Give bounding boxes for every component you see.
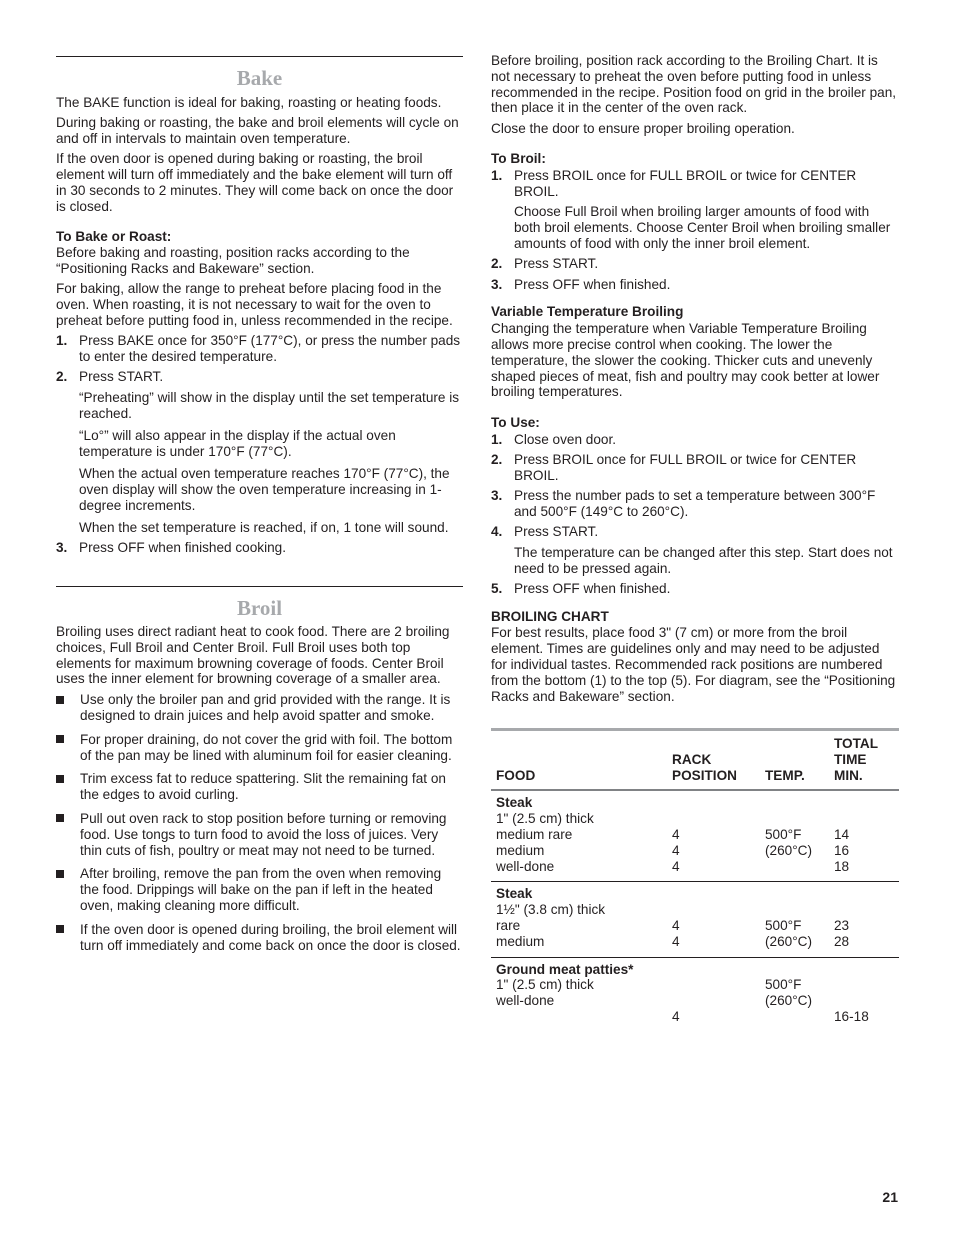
step-number: 3.: [491, 488, 503, 504]
col-header-time: TOTAL TIME MIN.: [834, 736, 879, 783]
bake-roast-para-2: For baking, allow the range to preheat before placing food in the oven. When roasting, it is not necessary to wait for the oven to preheat before putting food in, unless recommended in the recipe.: [56, 281, 453, 329]
broil-close-door-para: Close the door to ensure proper broiling operation.: [491, 120, 795, 136]
step-text: Press START.: [514, 524, 599, 540]
bullet-square-icon: [56, 814, 64, 822]
broil-section: [56, 596, 463, 961]
bake-roast-heading: To Bake or Roast:: [56, 228, 172, 244]
broil-bullet: [56, 811, 463, 858]
step-text: Press START.: [514, 256, 599, 272]
table-row: [491, 790, 899, 881]
table-row: [491, 882, 899, 957]
bake-intro-1: The BAKE function is ideal for baking, roasting or heating foods.: [56, 95, 442, 110]
bullet-square-icon: [56, 925, 64, 933]
bullet-text: Pull out oven rack to stop position before turning or removing food. Use tongs to turn food to avoid the loss of juices. Very thin cuts of fish, poultry or meat may not need to be turned.: [80, 810, 447, 858]
bake-steps: [56, 333, 463, 556]
col-header-food: FOOD: [496, 767, 536, 783]
broiling-chart-heading: BROILING CHART: [491, 608, 609, 624]
cell-time: 16-18: [834, 1008, 869, 1024]
page-number: 21: [882, 1189, 898, 1205]
step-text: Press the number pads to set a temperature between 300°F and 500°F (149°C to 260°C).: [514, 488, 876, 520]
cell-food: [491, 790, 667, 881]
step-note: Choose Full Broil when broiling larger amounts of food with both broil elements. Choose Center Broil when broiling smaller amounts of food with only the inner broil element.: [514, 204, 891, 251]
bullet-text: Trim excess fat to reduce spattering. Slit the remaining fat on the edges to avoid curling.: [80, 771, 446, 803]
to-use-step: [491, 524, 899, 576]
step-number: 1.: [491, 168, 503, 184]
top-rule: [56, 56, 463, 57]
cell-temp: 500°F (260°C): [765, 826, 812, 858]
step-text: Press OFF when finished cooking.: [79, 540, 287, 556]
step-text: Press BAKE once for 350°F (177°C), or press the number pads to enter the desired temperature.: [79, 333, 461, 365]
cell-rack: 4: [672, 1008, 680, 1024]
cell-temp: 500°F (260°C): [765, 917, 812, 949]
step-number: 1.: [491, 431, 503, 447]
cell-food: [491, 882, 667, 957]
cell-temp: 500°F (260°C): [765, 977, 812, 1009]
food-details: 1" (2.5 cm) thick medium rare medium well-done: [496, 811, 594, 874]
to-broil-step: [491, 168, 899, 251]
col-header-rack: RACK POSITION: [672, 751, 737, 783]
step-text: Press OFF when finished.: [514, 276, 671, 292]
broiling-chart-table: [491, 728, 899, 1032]
step-number: 1.: [56, 333, 68, 349]
step-number: 2.: [491, 452, 503, 468]
broil-bullet: [56, 732, 463, 764]
step-number: 4.: [491, 524, 503, 540]
step-number: 3.: [491, 276, 503, 292]
step-number: 2.: [491, 256, 503, 272]
broil-rule: [56, 586, 463, 587]
cell-time: 23 28: [834, 917, 850, 949]
step-note: When the actual oven temperature reaches 170°F (77°C), the oven display will show the oven temperature increasing in 1-degree increments.: [79, 465, 450, 513]
step-text: Press START.: [79, 369, 164, 385]
step-number: 2.: [56, 369, 68, 385]
table-header-row: [491, 730, 899, 791]
broiling-chart-intro: For best results, place food 3" (7 cm) or more from the broil element. Times are guidelines only and may need to be adjusted for individual tastes. Recommended rack positions are numbered from the bottom (1) to the top (5). For diagram, see the “Positioning Racks and Bakeware” section.: [491, 625, 896, 704]
step-text: Close oven door.: [514, 431, 617, 447]
to-use-step: [491, 581, 899, 597]
bullet-text: After broiling, remove the pan from the oven when removing the food. Drippings will bake on the pan if left in the heated oven, making cleaning more difficult.: [80, 866, 442, 913]
bullet-text: If the oven door is opened during broiling, the broil element will turn off immediately and come back on once the door is closed.: [80, 921, 461, 953]
step-note: When the set temperature is reached, if on, 1 tone will sound.: [79, 519, 449, 535]
step-note: “Lo°” will also appear in the display if the actual oven temperature is under 170°F (77°C).: [79, 427, 396, 459]
table-row: [491, 957, 899, 1032]
broil-bullet: [56, 692, 463, 724]
bullet-square-icon: [56, 775, 64, 783]
bake-intro-3: If the oven door is opened during baking or roasting, the broil element will turn off immediately and the bake element will turn off in 30 seconds to 2 minutes. They will come back on once the door is closed.: [56, 151, 454, 214]
food-name: Steak: [496, 886, 533, 902]
broil-intro: Broiling uses direct radiant heat to cook food. There are 2 broiling choices, Full Broil and Center Broil. Full Broil uses both top elements for maximum browning coverage of foods. Center Broil uses the inner element for browning coverage of a smaller area.: [56, 624, 450, 687]
to-broil-heading: To Broil:: [491, 151, 546, 167]
to-broil-step: [491, 256, 899, 272]
cell-food: [491, 957, 667, 1032]
step-note: The temperature can be changed after this step. Start does not need to be pressed again.: [514, 544, 893, 576]
bake-step: [56, 333, 463, 365]
to-use-step: [491, 452, 899, 484]
broil-bullets: [56, 692, 463, 953]
variable-temp-heading: Variable Temperature Broiling: [491, 304, 684, 320]
bullet-text: Use only the broiler pan and grid provided with the range. It is designed to drain juices and help avoid spatter and smoke.: [80, 692, 451, 723]
broil-title: Broil: [236, 596, 283, 620]
to-broil-steps: [491, 168, 899, 292]
variable-temp-text: Changing the temperature when Variable Temperature Broiling allows more precise control when cooking. The lower the temperature, the slower the cooking. Thicker cuts and unevenly shaped pieces of meat, fish and poultry may cook better at lower broiling temperatures.: [491, 321, 880, 400]
cell-rack: 4 4 4: [672, 826, 680, 874]
to-use-step: [491, 432, 899, 448]
step-note: “Preheating” will show in the display until the set temperature is reached.: [79, 389, 460, 421]
food-details: 1½" (3.8 cm) thick rare medium: [496, 902, 606, 949]
step-number: 3.: [56, 540, 68, 556]
to-broil-step: [491, 277, 899, 293]
step-number: 5.: [491, 580, 503, 596]
food-details: 1" (2.5 cm) thick well-done: [496, 977, 594, 1009]
bake-intro-2: During baking or roasting, the bake and broil elements will cycle on and off in intervals to maintain oven temperature.: [56, 115, 459, 147]
col-header-temp: TEMP.: [765, 767, 805, 783]
to-use-heading: To Use:: [491, 415, 540, 431]
bake-step: [56, 540, 463, 556]
bullet-square-icon: [56, 735, 64, 743]
broil-bullet: [56, 771, 463, 803]
bake-title: Bake: [236, 66, 283, 90]
bake-roast-para-1: Before baking and roasting, position racks according to the “Positioning Racks and Bakeware” section.: [56, 245, 410, 277]
food-name: Ground meat patties*: [496, 961, 634, 977]
broil-position-para: Before broiling, position rack according to the Broiling Chart. It is not necessary to preheat the oven before putting food in unless recommended in the recipe. Position food on grid in the broiler pan, then place it in the center of the oven rack.: [491, 53, 897, 116]
to-use-step: [491, 488, 899, 520]
cell-time: 14 16 18: [834, 826, 850, 874]
to-use-steps: [491, 432, 899, 597]
step-text: Press BROIL once for FULL BROIL or twice for CENTER BROIL.: [514, 168, 857, 200]
bake-step: [56, 369, 463, 535]
bullet-text: For proper draining, do not cover the grid with foil. The bottom of the pan may be lined with aluminum foil for easier cleaning.: [80, 731, 453, 763]
cell-rack: 4 4: [672, 917, 680, 949]
broil-bullet: [56, 866, 463, 913]
food-name: Steak: [496, 795, 533, 811]
left-column: [56, 66, 463, 560]
broil-bullet: [56, 922, 463, 954]
bullet-square-icon: [56, 696, 64, 704]
right-column: [491, 53, 899, 709]
step-text: Press OFF when finished.: [514, 580, 671, 596]
step-text: Press BROIL once for FULL BROIL or twice for CENTER BROIL.: [514, 452, 857, 484]
bullet-square-icon: [56, 870, 64, 878]
